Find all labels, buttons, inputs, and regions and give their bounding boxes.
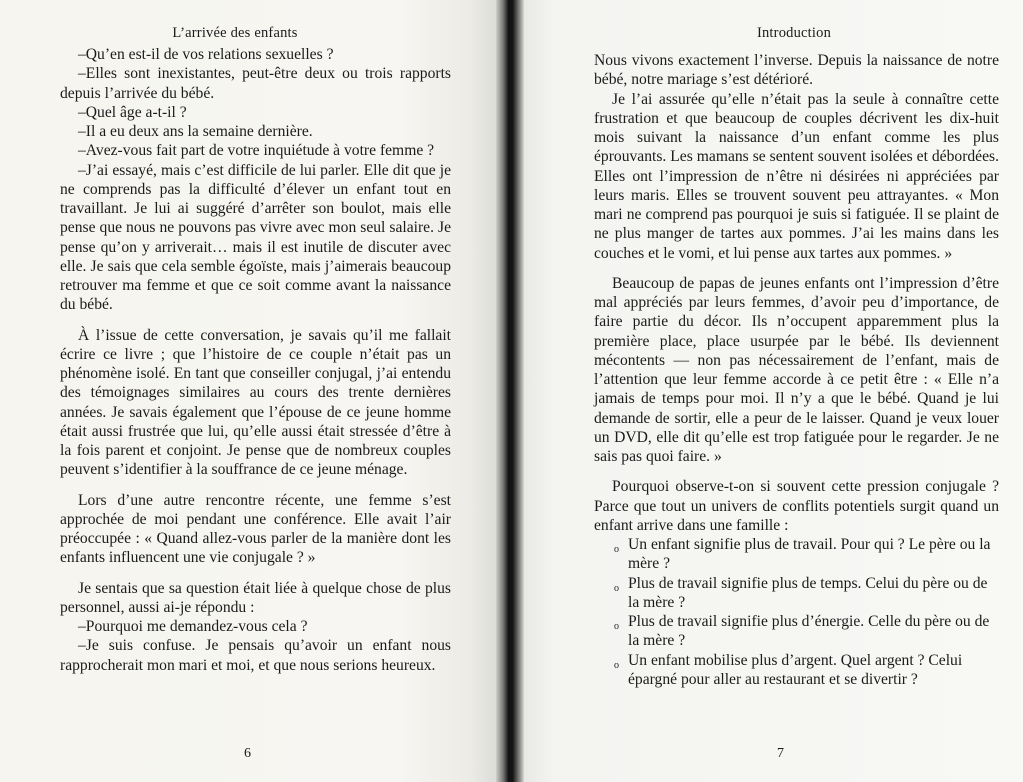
list-item: [594, 651, 999, 690]
right-page-body: [594, 51, 999, 689]
body-paragraph: Je l’ai assurée qu’elle n’était pas la seule à connaître cette frustration et que beaucoup de couples décrivent les dix-huit mois suivant la naissance d’un enfant comme les plus éprouvants. Les mamans se sentent souvent isolées et débordées. Elles ont l’impression de n’être ni désirées ni appréciées par leurs maris. Elles se trouvent souvent peu attrayantes. « Mon mari ne comprend pas pourquoi je suis si fatiguée. Il se plaint de ne plus manger de tartes aux pommes. J’ai les mains dans les couches et le vomi, et lui pense aux tartes aux pommes. »: [594, 90, 999, 262]
list-item: [594, 574, 999, 613]
page-number-left: 6: [244, 746, 251, 761]
list-item-text: Plus de travail signifie plus de temps. Celui du père ou de la mère ?: [628, 574, 988, 611]
book-gutter: [496, 0, 524, 782]
running-head-right: Introduction: [756, 25, 832, 41]
dialogue-line: –J’ai essayé, mais c’est difficile de lui parler. Elle dit que je ne comprends pas la difficulté d’élever un enfant tout en travaillant. Je lui ai suggéré d’arrêter son boulot, mais elle pense que nous ne pouvons pas vivre avec mon seul salaire. Je pense qu’on y arriverait… mais il est inutile de discuter avec elle. Je sais que cela semble égoïste, mais j’aimerais beaucoup retrouver ma femme et que ce soit comme avant la naissance du bébé.: [60, 161, 451, 314]
bullet-icon: o: [614, 544, 619, 555]
bullet-icon: o: [614, 659, 619, 671]
left-page: [0, 0, 496, 782]
list-item: [594, 535, 999, 574]
page-number-right: 7: [777, 746, 784, 761]
list-item-text: Un enfant mobilise plus d’argent. Quel argent ? Celui épargné pour aller au restaurant et se divertir ?: [628, 651, 963, 688]
dialogue-line: –Avez-vous fait part de votre inquiétude à votre femme ?: [78, 142, 435, 160]
dialogue-line: –Il a eu deux ans la semaine dernière.: [78, 123, 313, 140]
body-paragraph: Lors d’une autre rencontre récente, une femme s’est approchée de moi pendant une conférence. Elle avait l’air préoccupée : « Quand allez-vous parler de la manière dont les enfants influencent une vie conjugale ? »: [60, 491, 451, 567]
body-paragraph: Je sentais que sa question était liée à quelque chose de plus personnel, aussi ai-je répondu :: [60, 579, 451, 616]
body-paragraph: Nous vivons exactement l’inverse. Depuis la naissance de notre bébé, notre mariage s’est détérioré.: [594, 52, 999, 89]
right-page: [524, 0, 1023, 782]
dialogue-line: –Quel âge a-t-il ?: [78, 103, 187, 121]
left-page-body: [60, 45, 451, 675]
list-item-text: Un enfant signifie plus de travail. Pour qui ? Le père ou la mère ?: [628, 536, 991, 573]
list-item: [594, 612, 999, 651]
dialogue-line: –Qu’en est-il de vos relations sexuelles ?: [78, 46, 334, 63]
body-paragraph: À l’issue de cette conversation, je savais qu’il me fallait écrire ce livre ; que l’histoire de ce couple n’était pas un phénomène isolé. En tant que conseiller conjugal, j’ai entendu des témoignages similaires au cours des trente dernières années. Je savais également que l’épouse de ce jeune homme était aussi frustrée que lui, qu’elle aussi était stressée d’être à la fois parent et conjoint. Je pense que de nombreux couples peuvent s’identifier à la souffrance de ce jeune ménage.: [60, 326, 451, 479]
body-paragraph: Beaucoup de papas de jeunes enfants ont l’impression d’être mal appréciés par leurs femmes, d’avoir peu d’importance, de faire partie du décor. Ils n’occupent apparemment plus la première place, place usurpée par le bébé. Ils deviennent mécontents — non pas nécessairement de l’enfant, mais de l’attention que leur femme accorde à ce petit être : « Elle n’a jamais de temps pour moi. Il n’y a que le bébé. Quand je lui demande de sortir, elle a peur de le laisser. Quand je veux louer un DVD, elle dit qu’elle est trop fatiguée pour le regarder. Je ne sais pas quoi faire. »: [594, 274, 999, 465]
body-paragraph: Pourquoi observe-t-on si souvent cette pression conjugale ? Parce que tout un univers de conflits potentiels surgit quand un enfant arrive dans une famille :: [594, 478, 999, 534]
list-item-text: Plus de travail signifie plus d’énergie. Celle du père ou de la mère ?: [628, 613, 990, 650]
bullet-list: [594, 535, 999, 689]
running-head-left: L’arrivée des enfants: [172, 25, 298, 41]
dialogue-line: –Je suis confuse. Je pensais qu’avoir un enfant nous rapprocherait mon mari et moi, et que nous serions heureux.: [60, 637, 451, 674]
dialogue-line: –Elles sont inexistantes, peut-être deux ou trois rapports depuis l’arrivée du bébé.: [60, 65, 451, 102]
bullet-icon: o: [614, 582, 619, 594]
dialogue-line: –Pourquoi me demandez-vous cela ?: [78, 618, 308, 635]
bullet-icon: o: [614, 621, 619, 632]
